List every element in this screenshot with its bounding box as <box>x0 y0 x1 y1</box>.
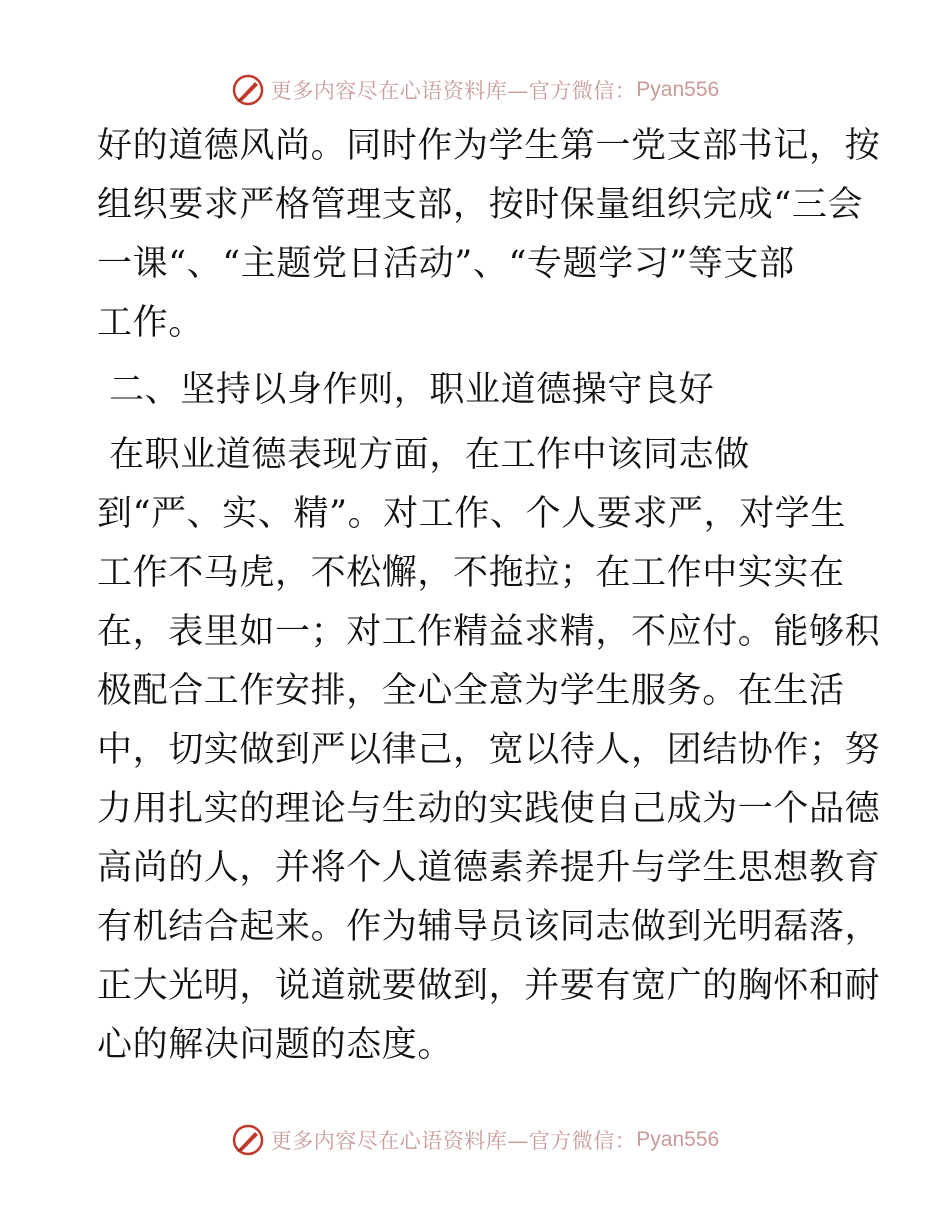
text-line: 心的解决问题的态度。 <box>97 1025 454 1065</box>
footer-banner <box>0 1120 950 1160</box>
wechat-id: Pyan556 <box>636 78 720 101</box>
text-line: 极配合工作安排，全心全意为学生服务。在生活 <box>97 671 845 711</box>
quill-logo-icon <box>231 1123 265 1157</box>
text-line: 工作。 <box>97 303 204 343</box>
paragraph-first-line: 在职业道德表现方面，在工作中该同志做 <box>109 435 750 475</box>
document-body <box>97 117 881 1075</box>
text-line: 工作不马虎，不松懈，不拖拉；在工作中实实在 <box>97 553 845 593</box>
text-line: 正大光明，说道就要做到，并要有宽广的胸怀和耐 <box>97 966 881 1006</box>
text-line: 好的道德风尚。同时作为学生第一党支部书记，按 <box>97 126 881 166</box>
text-line: 组织要求严格管理支部，按时保量组织完成“三会 <box>97 185 864 225</box>
wechat-id: Pyan556 <box>636 1128 720 1151</box>
text-line: 力用扎实的理论与生动的实践使自己成为一个品德 <box>97 789 881 829</box>
banner-text: 更多内容尽在心语资料库—官方微信： <box>270 79 637 103</box>
header-banner <box>0 70 950 110</box>
text-line: 到“严、实、精”。对工作、个人要求严，对学生 <box>97 494 846 534</box>
text-line: 在，表里如一；对工作精益求精，不应付。能够积 <box>97 612 881 652</box>
banner-text: 更多内容尽在心语资料库—官方微信： <box>270 1129 637 1153</box>
section-heading: 二、坚持以身作则，职业道德操守良好 <box>109 370 715 410</box>
quill-logo-icon <box>231 73 265 107</box>
text-line: 一课“、“主题党日活动”、“专题学习”等支部 <box>97 244 795 284</box>
text-line: 高尚的人，并将个人道德素养提升与学生思想教育 <box>97 848 881 888</box>
text-line: 中，切实做到严以律己，宽以待人，团结协作；努 <box>97 730 881 770</box>
text-line: 有机结合起来。作为辅导员该同志做到光明磊落， <box>97 907 881 947</box>
